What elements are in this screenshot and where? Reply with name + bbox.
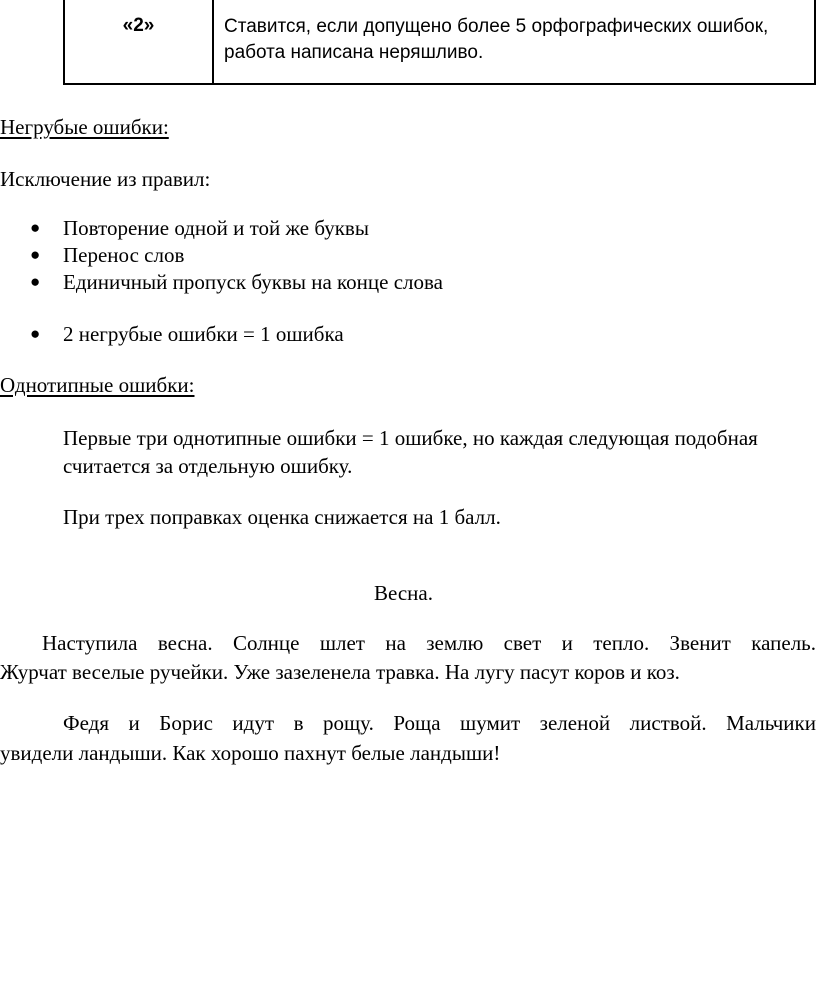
bullet-icon: ● — [30, 218, 41, 237]
corrections-paragraph: При трех поправках оценка снижается на 1 балл. — [63, 505, 501, 529]
bullet-icon: ● — [30, 245, 41, 264]
dictation-p1-line2: Журчат веселые ручейки. Уже зазеленела травка. На лугу пасут коров и коз. — [0, 660, 680, 684]
same-type-errors-heading: Однотипные ошибки: — [0, 373, 195, 397]
grade-table — [63, 0, 816, 85]
minor-errors-heading: Негрубые ошибки: — [0, 115, 169, 139]
grade-description: Ставится, если допущено более 5 орфографических ошибок, работа написана неряшливо. — [224, 16, 769, 63]
dictation-title: Весна. — [374, 581, 433, 605]
dictation-p1-line1: Наступила весна. Солнце шлет на землю свет и тепло. Звенит капель. — [42, 631, 816, 655]
bullet-icon: ● — [30, 272, 41, 291]
dictation-p2-line1: Федя и Борис идут в рощу. Роща шумит зеленой листвой. Мальчики — [63, 711, 816, 735]
grade-cell: «2» — [122, 15, 155, 36]
dictation-p2-line2: увидели ландыши. Как хорошо пахнут белые ландыши! — [0, 741, 501, 765]
table-divider — [212, 0, 214, 83]
exceptions-subheading: Исключение из правил: — [0, 167, 211, 191]
bullet-icon: ● — [30, 324, 41, 343]
same-type-errors-paragraph: Первые три однотипные ошибки = 1 ошибке, но каждая следующая подобная считается за отдельную ошибку. — [63, 426, 758, 478]
